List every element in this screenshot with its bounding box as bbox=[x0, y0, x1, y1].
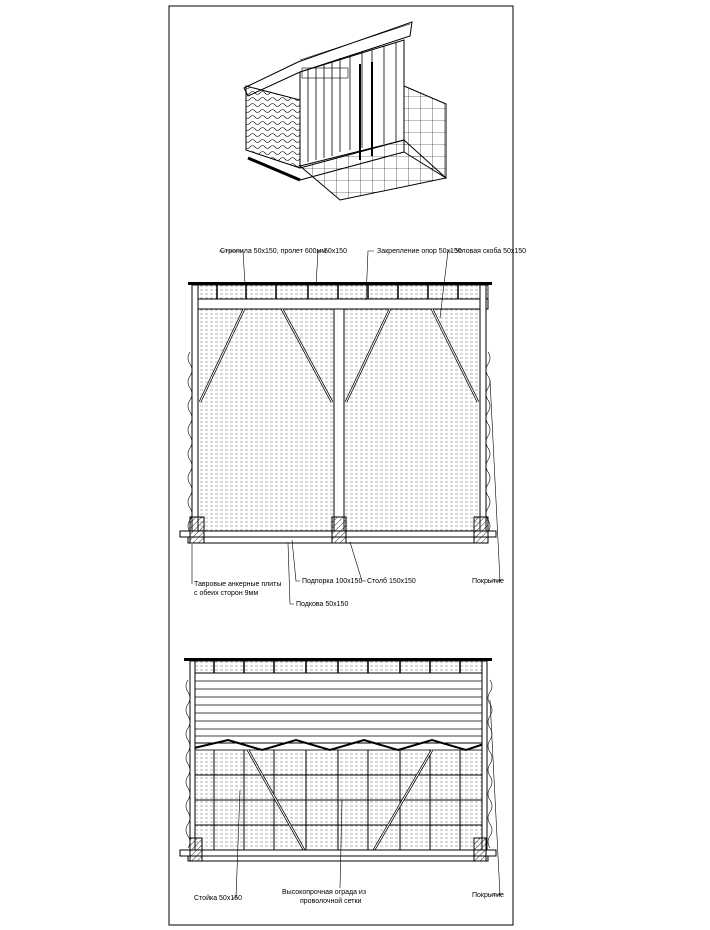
isometric-shed-sketch bbox=[244, 22, 446, 200]
label-anchor-plates-1: Тавровые анкерные плиты bbox=[194, 581, 282, 588]
label-cover-top: Покрытие bbox=[472, 578, 504, 585]
label-floor-beam: Подкова 50x150 bbox=[296, 601, 349, 608]
front-elevation bbox=[180, 282, 496, 543]
label-rafters: Стропила 50x150, пролет 600мм bbox=[220, 248, 327, 255]
label-fence-2: проволочной сетки bbox=[300, 898, 362, 905]
label-board: 50x150 bbox=[324, 248, 347, 255]
label-stud: Стойка 50x150 bbox=[194, 895, 243, 902]
label-post: Столб 150x150 bbox=[367, 578, 416, 585]
label-joist: Подпорка 100x150 bbox=[302, 578, 363, 585]
label-cover-bottom: Покрытие bbox=[472, 892, 504, 899]
side-elevation bbox=[180, 658, 496, 861]
label-support-fastening: Закрепление опор 50x150 bbox=[377, 248, 462, 255]
label-anchor-plates-2: с обеих сторон 9мм bbox=[194, 590, 259, 597]
label-corner-brace: Угловая скоба 50x150 bbox=[455, 248, 527, 255]
label-fence-1: Высокопрочная ограда из bbox=[282, 889, 367, 896]
